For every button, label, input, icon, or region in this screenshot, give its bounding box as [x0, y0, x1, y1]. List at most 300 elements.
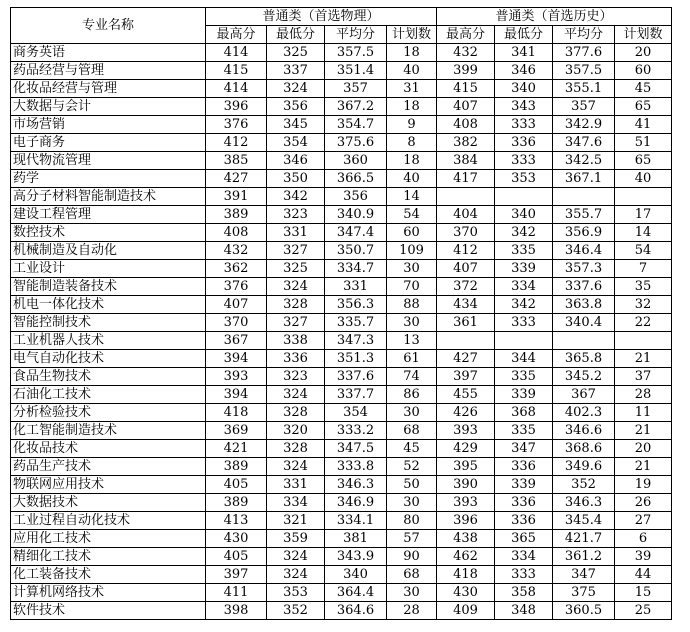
history-min-cell: 335 [495, 242, 553, 260]
physics-max-cell: 421 [206, 440, 267, 458]
history-plan-cell [615, 332, 672, 350]
physics-max-cell: 393 [206, 368, 267, 386]
table-row [11, 530, 672, 548]
major-name-cell: 建设工程管理 [11, 206, 206, 224]
table-row [11, 224, 672, 242]
physics-min-cell: 353 [267, 584, 325, 602]
physics-plan-cell: 30 [387, 260, 437, 278]
physics-plan-cell: 88 [387, 296, 437, 314]
table-row [11, 332, 672, 350]
physics-min-cell: 328 [267, 440, 325, 458]
history-plan-cell: 19 [615, 476, 672, 494]
physics-min-cell: 324 [267, 566, 325, 584]
physics-min-cell: 324 [267, 386, 325, 404]
physics-min-cell: 328 [267, 296, 325, 314]
history-avg-cell: 367 [553, 386, 615, 404]
history-group-header: 普通类（首选历史） [437, 8, 672, 26]
history-plan-cell: 6 [615, 530, 672, 548]
major-name-cell: 商务英语 [11, 44, 206, 62]
physics-min-cell: 327 [267, 242, 325, 260]
physics-max-cell: 418 [206, 404, 267, 422]
major-name-cell: 化工装备技术 [11, 566, 206, 584]
physics-plan-cell: 60 [387, 224, 437, 242]
physics-min-cell: 336 [267, 350, 325, 368]
physics-max-cell: 394 [206, 350, 267, 368]
physics-min-cell: 324 [267, 80, 325, 98]
history-max-cell [437, 332, 495, 350]
history-avg-cell: 377.6 [553, 44, 615, 62]
physics-max-cell: 367 [206, 332, 267, 350]
physics-avg-cell: 335.7 [325, 314, 387, 332]
physics-plan-cell: 9 [387, 116, 437, 134]
physics-plan-cell: 18 [387, 98, 437, 116]
major-name-cell: 电子商务 [11, 134, 206, 152]
physics-max-cell: 370 [206, 314, 267, 332]
physics-plan-cell: 80 [387, 512, 437, 530]
physics-plan-cell: 30 [387, 314, 437, 332]
physics-avg-cell: 375.6 [325, 134, 387, 152]
major-name-cell: 食品生物技术 [11, 368, 206, 386]
physics-max-cell: 391 [206, 188, 267, 206]
history-plan-cell: 51 [615, 134, 672, 152]
physics-max-cell: 362 [206, 260, 267, 278]
physics-plan-cell: 45 [387, 440, 437, 458]
table-row [11, 62, 672, 80]
history-avg-cell: 357 [553, 98, 615, 116]
history-min-cell: 365 [495, 530, 553, 548]
table-row [11, 98, 672, 116]
table-row [11, 350, 672, 368]
table-row [11, 494, 672, 512]
history-avg-cell: 355.1 [553, 80, 615, 98]
history-max-cell: 407 [437, 98, 495, 116]
physics-max-cell: 412 [206, 134, 267, 152]
history-plan-cell: 40 [615, 170, 672, 188]
physics-min-cell: 356 [267, 98, 325, 116]
physics-max-cell: 369 [206, 422, 267, 440]
history-max-cell: 418 [437, 566, 495, 584]
physics-plan-cell: 30 [387, 584, 437, 602]
history-avg-cell: 360.5 [553, 602, 615, 620]
history-min-cell: 336 [495, 512, 553, 530]
history-avg-cell: 361.2 [553, 548, 615, 566]
physics-plan-cell: 86 [387, 386, 437, 404]
table-row [11, 440, 672, 458]
physics-plan-cell: 50 [387, 476, 437, 494]
history-min-cell: 353 [495, 170, 553, 188]
table-row [11, 386, 672, 404]
physics-plan-cell: 28 [387, 602, 437, 620]
physics-min-cell: 324 [267, 278, 325, 296]
physics-avg-cell: 340.9 [325, 206, 387, 224]
physics-min-cell: 328 [267, 404, 325, 422]
table-row [11, 512, 672, 530]
physics-plan-cell: 57 [387, 530, 437, 548]
history-max-cell: 409 [437, 602, 495, 620]
history-max-cell: 393 [437, 422, 495, 440]
table-row [11, 368, 672, 386]
history-plan-cell: 41 [615, 116, 672, 134]
major-name-cell: 高分子材料智能制造技术 [11, 188, 206, 206]
history-min-cell: 368 [495, 404, 553, 422]
physics-max-cell: 411 [206, 584, 267, 602]
physics-avg-cell: 346.9 [325, 494, 387, 512]
history-min-cell: 334 [495, 278, 553, 296]
physics-min-cell: 354 [267, 134, 325, 152]
history-min-cell: 336 [495, 494, 553, 512]
physics-avg-cell: 334.1 [325, 512, 387, 530]
physics-avg-cell: 337.6 [325, 368, 387, 386]
history-plan-cell: 65 [615, 98, 672, 116]
history-avg-cell: 340.4 [553, 314, 615, 332]
physics-plan-cell: 74 [387, 368, 437, 386]
table-row [11, 602, 672, 620]
physics-plan-cell: 68 [387, 566, 437, 584]
history-avg-cell: 346.6 [553, 422, 615, 440]
score-table [10, 7, 672, 620]
history-plan-cell: 17 [615, 206, 672, 224]
physics-max-cell: 376 [206, 116, 267, 134]
history-avg-cell: 421.7 [553, 530, 615, 548]
table-row [11, 80, 672, 98]
physics-avg-cell: 354 [325, 404, 387, 422]
history-plan-cell: 11 [615, 404, 672, 422]
table-row [11, 476, 672, 494]
physics-plan-cell: 61 [387, 350, 437, 368]
physics-max-cell: 405 [206, 476, 267, 494]
major-name-cell: 大数据与会计 [11, 98, 206, 116]
physics-min-cell: 346 [267, 152, 325, 170]
physics-avg-cell: 346.3 [325, 476, 387, 494]
physics-min-cell: 323 [267, 206, 325, 224]
history-min-cell: 339 [495, 386, 553, 404]
physics-plan-cell: 14 [387, 188, 437, 206]
history-plan-cell: 27 [615, 512, 672, 530]
major-name-cell: 机械制造及自动化 [11, 242, 206, 260]
physics-max-cell: 385 [206, 152, 267, 170]
physics-plan-cell: 54 [387, 206, 437, 224]
physics-max-cell: 408 [206, 224, 267, 242]
history-avg-cell: 357.5 [553, 62, 615, 80]
history-min-cell: 348 [495, 602, 553, 620]
history-avg-cell: 349.6 [553, 458, 615, 476]
physics-max-cell: 389 [206, 206, 267, 224]
physics-avg-cell: 357 [325, 80, 387, 98]
physics-avg-cell: 331 [325, 278, 387, 296]
physics-plan-cell: 8 [387, 134, 437, 152]
history-plan-cell: 21 [615, 458, 672, 476]
history-plan-cell: 25 [615, 602, 672, 620]
physics-min-cell: 350 [267, 170, 325, 188]
physics-plan-cell: 30 [387, 494, 437, 512]
physics-plan-cell: 31 [387, 80, 437, 98]
physics-max-cell: 432 [206, 242, 267, 260]
history-plan-cell: 20 [615, 44, 672, 62]
history-min-cell: 336 [495, 458, 553, 476]
table-row [11, 170, 672, 188]
physics-plan-cell: 90 [387, 548, 437, 566]
physics-plan-cell: 30 [387, 404, 437, 422]
major-name-cell: 智能制造装备技术 [11, 278, 206, 296]
history-min-header: 最低分 [495, 26, 553, 44]
physics-plan-cell: 13 [387, 332, 437, 350]
history-min-cell: 342 [495, 224, 553, 242]
table-row [11, 134, 672, 152]
major-name-cell: 药学 [11, 170, 206, 188]
score-table-container [10, 7, 672, 620]
history-min-cell: 342 [495, 296, 553, 314]
physics-avg-cell: 340 [325, 566, 387, 584]
history-min-cell [495, 188, 553, 206]
history-max-cell: 426 [437, 404, 495, 422]
table-row [11, 44, 672, 62]
physics-max-cell: 394 [206, 386, 267, 404]
physics-min-cell: 325 [267, 44, 325, 62]
physics-max-cell: 427 [206, 170, 267, 188]
major-name-cell: 药品经营与管理 [11, 62, 206, 80]
history-avg-cell: 342.5 [553, 152, 615, 170]
physics-min-cell: 327 [267, 314, 325, 332]
physics-avg-cell: 364.6 [325, 602, 387, 620]
history-plan-cell: 14 [615, 224, 672, 242]
history-max-cell: 361 [437, 314, 495, 332]
table-row [11, 566, 672, 584]
physics-avg-cell: 357.5 [325, 44, 387, 62]
physics-plan-header: 计划数 [387, 26, 437, 44]
history-max-cell: 399 [437, 62, 495, 80]
table-body [11, 44, 672, 620]
table-row [11, 188, 672, 206]
history-plan-cell: 32 [615, 296, 672, 314]
history-avg-cell: 352 [553, 476, 615, 494]
physics-avg-cell: 350.7 [325, 242, 387, 260]
history-min-cell: 346 [495, 62, 553, 80]
major-header: 专业名称 [11, 8, 206, 44]
history-max-header: 最高分 [437, 26, 495, 44]
history-plan-cell: 65 [615, 152, 672, 170]
history-avg-cell: 347.6 [553, 134, 615, 152]
history-min-cell: 333 [495, 152, 553, 170]
major-name-cell: 市场营销 [11, 116, 206, 134]
history-max-cell: 396 [437, 512, 495, 530]
physics-min-cell: 342 [267, 188, 325, 206]
table-row [11, 314, 672, 332]
physics-min-cell: 338 [267, 332, 325, 350]
history-min-cell [495, 332, 553, 350]
major-name-cell: 药品生产技术 [11, 458, 206, 476]
physics-avg-cell: 354.7 [325, 116, 387, 134]
table-row [11, 296, 672, 314]
major-name-cell: 精细化工技术 [11, 548, 206, 566]
history-min-cell: 335 [495, 368, 553, 386]
physics-plan-cell: 40 [387, 170, 437, 188]
history-plan-cell: 39 [615, 548, 672, 566]
history-min-cell: 343 [495, 98, 553, 116]
history-min-cell: 340 [495, 206, 553, 224]
history-avg-cell: 345.2 [553, 368, 615, 386]
history-plan-cell: 21 [615, 350, 672, 368]
history-max-cell: 427 [437, 350, 495, 368]
physics-max-cell: 407 [206, 296, 267, 314]
major-name-cell: 电气自动化技术 [11, 350, 206, 368]
history-max-cell: 408 [437, 116, 495, 134]
history-min-cell: 344 [495, 350, 553, 368]
major-name-cell: 石油化工技术 [11, 386, 206, 404]
major-name-cell: 智能控制技术 [11, 314, 206, 332]
physics-min-cell: 323 [267, 368, 325, 386]
history-avg-cell: 402.3 [553, 404, 615, 422]
major-name-cell: 计算机网络技术 [11, 584, 206, 602]
physics-avg-cell: 381 [325, 530, 387, 548]
physics-max-cell: 389 [206, 458, 267, 476]
history-avg-cell: 347 [553, 566, 615, 584]
physics-plan-cell: 40 [387, 62, 437, 80]
history-plan-cell: 21 [615, 422, 672, 440]
physics-avg-cell: 360 [325, 152, 387, 170]
physics-avg-cell: 351.3 [325, 350, 387, 368]
history-max-cell [437, 188, 495, 206]
history-avg-cell: 346.4 [553, 242, 615, 260]
table-row [11, 260, 672, 278]
physics-group-header: 普通类（首选物理） [206, 8, 437, 26]
history-plan-cell: 37 [615, 368, 672, 386]
history-plan-cell: 54 [615, 242, 672, 260]
history-avg-cell: 375 [553, 584, 615, 602]
history-max-cell: 370 [437, 224, 495, 242]
major-name-cell: 软件技术 [11, 602, 206, 620]
physics-max-cell: 398 [206, 602, 267, 620]
history-min-cell: 333 [495, 116, 553, 134]
history-max-cell: 393 [437, 494, 495, 512]
physics-avg-cell: 366.5 [325, 170, 387, 188]
physics-max-cell: 405 [206, 548, 267, 566]
physics-avg-cell: 367.2 [325, 98, 387, 116]
table-row [11, 278, 672, 296]
table-row [11, 404, 672, 422]
physics-avg-cell: 351.4 [325, 62, 387, 80]
history-plan-cell: 45 [615, 80, 672, 98]
table-row [11, 548, 672, 566]
physics-min-cell: 337 [267, 62, 325, 80]
history-min-cell: 347 [495, 440, 553, 458]
history-max-cell: 390 [437, 476, 495, 494]
history-avg-cell [553, 332, 615, 350]
history-max-cell: 438 [437, 530, 495, 548]
physics-avg-cell: 356 [325, 188, 387, 206]
history-avg-cell: 345.4 [553, 512, 615, 530]
physics-max-cell: 413 [206, 512, 267, 530]
history-max-cell: 417 [437, 170, 495, 188]
physics-min-cell: 324 [267, 458, 325, 476]
history-avg-cell: 363.8 [553, 296, 615, 314]
history-plan-cell: 20 [615, 440, 672, 458]
history-min-cell: 333 [495, 566, 553, 584]
history-plan-cell: 28 [615, 386, 672, 404]
physics-plan-cell: 18 [387, 152, 437, 170]
physics-max-header: 最高分 [206, 26, 267, 44]
physics-avg-cell: 347.3 [325, 332, 387, 350]
physics-min-cell: 320 [267, 422, 325, 440]
physics-plan-cell: 70 [387, 278, 437, 296]
physics-plan-cell: 52 [387, 458, 437, 476]
history-min-cell: 335 [495, 422, 553, 440]
history-max-cell: 434 [437, 296, 495, 314]
major-name-cell: 分析检验技术 [11, 404, 206, 422]
history-plan-cell [615, 188, 672, 206]
table-row [11, 584, 672, 602]
history-min-cell: 333 [495, 314, 553, 332]
physics-avg-cell: 333.8 [325, 458, 387, 476]
physics-min-cell: 325 [267, 260, 325, 278]
physics-avg-header: 平均分 [325, 26, 387, 44]
history-max-cell: 462 [437, 548, 495, 566]
history-avg-cell: 346.3 [553, 494, 615, 512]
physics-min-cell: 352 [267, 602, 325, 620]
history-max-cell: 404 [437, 206, 495, 224]
physics-min-cell: 331 [267, 224, 325, 242]
major-name-cell: 化妆品经营与管理 [11, 80, 206, 98]
history-min-cell: 339 [495, 260, 553, 278]
physics-avg-cell: 343.9 [325, 548, 387, 566]
history-avg-cell: 356.9 [553, 224, 615, 242]
history-plan-header: 计划数 [615, 26, 672, 44]
table-row [11, 242, 672, 260]
physics-avg-cell: 347.4 [325, 224, 387, 242]
physics-plan-cell: 109 [387, 242, 437, 260]
physics-min-cell: 324 [267, 548, 325, 566]
physics-min-cell: 321 [267, 512, 325, 530]
history-min-cell: 340 [495, 80, 553, 98]
history-avg-cell [553, 188, 615, 206]
physics-avg-cell: 347.5 [325, 440, 387, 458]
history-plan-cell: 44 [615, 566, 672, 584]
history-min-cell: 358 [495, 584, 553, 602]
physics-avg-cell: 337.7 [325, 386, 387, 404]
physics-min-cell: 331 [267, 476, 325, 494]
history-min-cell: 336 [495, 134, 553, 152]
major-name-cell: 机电一体化技术 [11, 296, 206, 314]
history-min-cell: 339 [495, 476, 553, 494]
major-name-cell: 应用化工技术 [11, 530, 206, 548]
history-min-cell: 341 [495, 44, 553, 62]
history-avg-cell: 367.1 [553, 170, 615, 188]
physics-max-cell: 389 [206, 494, 267, 512]
table-row [11, 206, 672, 224]
history-max-cell: 432 [437, 44, 495, 62]
history-plan-cell: 60 [615, 62, 672, 80]
major-name-cell: 工业设计 [11, 260, 206, 278]
history-max-cell: 395 [437, 458, 495, 476]
history-max-cell: 407 [437, 260, 495, 278]
history-avg-cell: 337.6 [553, 278, 615, 296]
history-max-cell: 384 [437, 152, 495, 170]
physics-min-cell: 345 [267, 116, 325, 134]
history-max-cell: 372 [437, 278, 495, 296]
physics-max-cell: 397 [206, 566, 267, 584]
physics-max-cell: 376 [206, 278, 267, 296]
physics-plan-cell: 68 [387, 422, 437, 440]
physics-max-cell: 396 [206, 98, 267, 116]
physics-max-cell: 414 [206, 44, 267, 62]
table-row [11, 152, 672, 170]
physics-max-cell: 430 [206, 530, 267, 548]
table-row [11, 116, 672, 134]
history-avg-cell: 365.8 [553, 350, 615, 368]
major-name-cell: 工业机器人技术 [11, 332, 206, 350]
physics-min-header: 最低分 [267, 26, 325, 44]
major-name-cell: 化工智能制造技术 [11, 422, 206, 440]
history-max-cell: 382 [437, 134, 495, 152]
